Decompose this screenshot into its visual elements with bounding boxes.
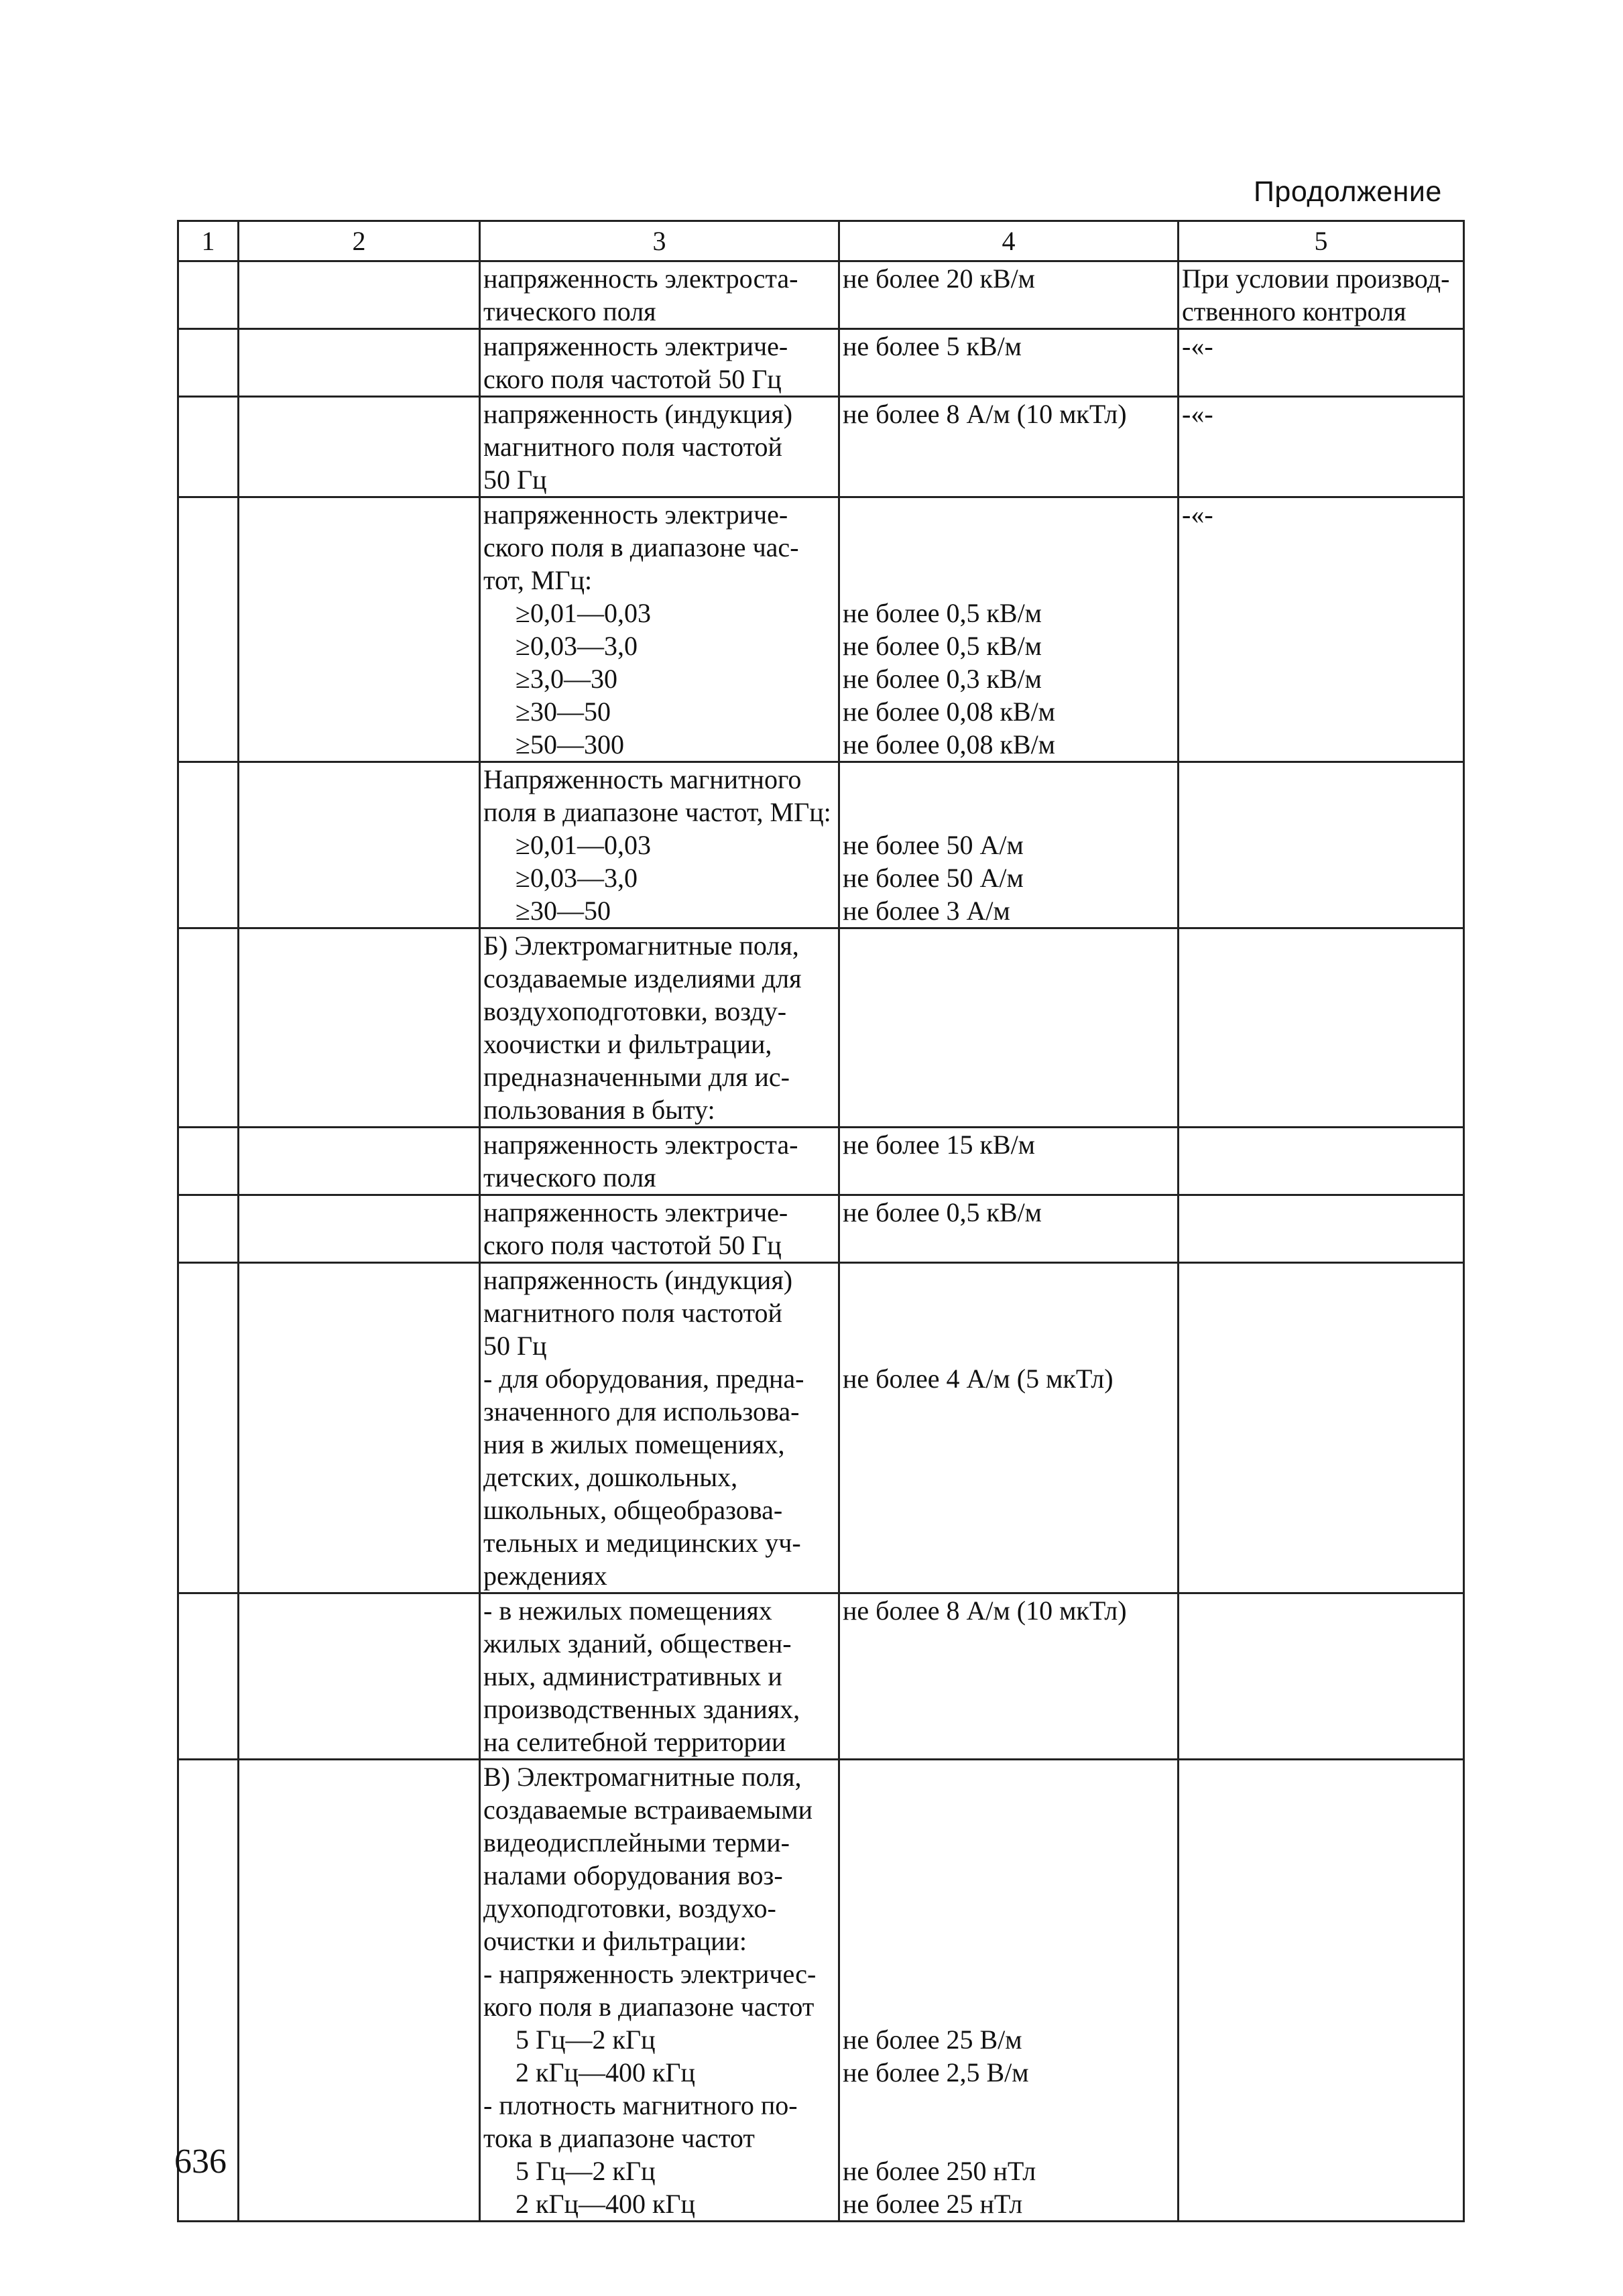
cell-parameter xyxy=(480,1195,839,1263)
note-line: При условии производ- xyxy=(1182,263,1450,294)
spacer xyxy=(843,796,1175,829)
limit-value: не более 8 А/м (10 мкТл) xyxy=(843,1595,1127,1626)
cell-note xyxy=(1179,1593,1464,1760)
limit-value: не более 4 А/м (5 мкТл) xyxy=(843,1364,1114,1394)
cell-col2 xyxy=(239,329,480,397)
spacer xyxy=(843,2122,1175,2155)
cell-col2 xyxy=(239,397,480,497)
table-row xyxy=(178,1263,1464,1593)
column-header: 2 xyxy=(239,221,480,261)
limit-value: не более 15 кВ/м xyxy=(843,1130,1035,1160)
parameter-line: Напряженность магнитного xyxy=(483,764,802,794)
cell-note xyxy=(1179,397,1464,497)
cell-col2 xyxy=(239,1195,480,1263)
parameter-line: школьных, общеобразова- xyxy=(483,1495,783,1525)
parameter-line: предназначенными для ис- xyxy=(483,1062,790,1092)
cell-parameter xyxy=(480,397,839,497)
parameter-line: на селитебной территории xyxy=(483,1727,786,1757)
limit-value: не более 0,08 кВ/м xyxy=(843,729,1055,760)
parameter-line: тического поля xyxy=(483,296,656,326)
parameter-line: духоподготовки, воздухо- xyxy=(483,1893,776,1923)
limit-value: не более 0,5 кВ/м xyxy=(843,631,1042,661)
parameter-line: магнитного поля частотой xyxy=(483,432,782,462)
table-row xyxy=(178,762,1464,928)
cell-limit xyxy=(839,762,1179,928)
range-item: 5 Гц—2 кГц xyxy=(516,2156,656,2186)
column-header: 3 xyxy=(480,221,839,261)
parameter-line: Б) Электромагнитные поля, xyxy=(483,930,799,961)
parameter-line: тельных и медицинских уч- xyxy=(483,1528,801,1558)
table-row xyxy=(178,1760,1464,2222)
range-item: ≥0,01—0,03 xyxy=(516,830,651,860)
column-header: 5 xyxy=(1179,221,1464,261)
cell-note xyxy=(1179,1760,1464,2222)
cell-note xyxy=(1179,1128,1464,1195)
parameter-line: - плотность магнитного по- xyxy=(483,2090,798,2120)
parameter-line: создаваемые встраиваемыми xyxy=(483,1795,813,1825)
spacer xyxy=(843,1990,1175,2023)
cell-parameter xyxy=(480,497,839,762)
cell-col1 xyxy=(178,1593,239,1760)
cell-parameter xyxy=(480,1593,839,1760)
parameter-line: налами оборудования воз- xyxy=(483,1860,783,1890)
note-line: -«- xyxy=(1182,499,1213,530)
spacer xyxy=(843,1329,1175,1362)
limit-value: не более 20 кВ/м xyxy=(843,263,1035,294)
parameter-line: В) Электромагнитные поля, xyxy=(483,1762,802,1792)
note-line: -«- xyxy=(1182,331,1213,361)
parameter-line: пользования в быту: xyxy=(483,1095,715,1125)
cell-note xyxy=(1179,928,1464,1128)
parameter-line: - для оборудования, предна- xyxy=(483,1364,804,1394)
parameter-line: реждениях xyxy=(483,1561,607,1591)
parameter-line: ского поля частотой 50 Гц xyxy=(483,1230,782,1260)
limit-value: не более 3 А/м xyxy=(843,896,1010,926)
note-line: -«- xyxy=(1182,399,1213,429)
cell-note xyxy=(1179,329,1464,397)
norms-table xyxy=(177,220,1465,2222)
range-item: ≥50—300 xyxy=(516,729,624,760)
cell-limit xyxy=(839,397,1179,497)
table-row xyxy=(178,1195,1464,1263)
cell-col1 xyxy=(178,329,239,397)
parameter-line: напряженность электриче- xyxy=(483,499,788,530)
range-item: 2 кГц—400 кГц xyxy=(516,2189,695,2219)
cell-col2 xyxy=(239,1760,480,2222)
parameter-line: напряженность электриче- xyxy=(483,1197,788,1227)
note-line: ственного контроля xyxy=(1182,296,1406,326)
limit-value: не более 2,5 В/м xyxy=(843,2057,1029,2088)
cell-note xyxy=(1179,1195,1464,1263)
cell-limit xyxy=(839,261,1179,329)
limit-value: не более 0,5 кВ/м xyxy=(843,1197,1042,1227)
limit-value: не более 50 А/м xyxy=(843,863,1024,893)
limit-value: не более 0,5 кВ/м xyxy=(843,598,1042,628)
table-row xyxy=(178,329,1464,397)
cell-parameter xyxy=(480,329,839,397)
parameter-line: создаваемые изделиями для xyxy=(483,963,802,993)
cell-note xyxy=(1179,261,1464,329)
page-number: 636 xyxy=(174,2142,227,2181)
limit-value: не более 5 кВ/м xyxy=(843,331,1022,361)
spacer xyxy=(843,1760,1175,1793)
cell-col2 xyxy=(239,1263,480,1593)
range-item: 5 Гц—2 кГц xyxy=(516,2025,656,2055)
cell-parameter xyxy=(480,762,839,928)
parameter-line: напряженность электроста- xyxy=(483,1130,798,1160)
parameter-line: жилых зданий, обществен- xyxy=(483,1628,792,1658)
table-row xyxy=(178,1128,1464,1195)
cell-limit xyxy=(839,928,1179,1128)
cell-parameter xyxy=(480,1263,839,1593)
range-item: ≥0,01—0,03 xyxy=(516,598,651,628)
cell-limit xyxy=(839,1760,1179,2222)
spacer xyxy=(843,531,1175,564)
cell-limit xyxy=(839,1263,1179,1593)
parameter-line: кого поля в диапазоне частот xyxy=(483,1992,815,2022)
parameter-line: ского поля в диапазоне час- xyxy=(483,532,799,562)
parameter-line: - напряженность электричес- xyxy=(483,1959,817,1989)
parameter-line: ных, административных и xyxy=(483,1661,782,1691)
parameter-line: 50 Гц xyxy=(483,465,547,495)
continuation-label: Продолжение xyxy=(1254,176,1442,208)
cell-parameter xyxy=(480,928,839,1128)
spacer xyxy=(843,498,1175,531)
parameter-line: поля в диапазоне частот, МГц: xyxy=(483,797,831,827)
spacer xyxy=(843,1826,1175,1859)
range-item: ≥0,03—3,0 xyxy=(516,863,638,893)
range-item: ≥30—50 xyxy=(516,697,611,727)
limit-value: не более 25 В/м xyxy=(843,2025,1022,2055)
cell-parameter xyxy=(480,1128,839,1195)
parameter-line: значенного для использова- xyxy=(483,1396,800,1427)
limit-value: не более 50 А/м xyxy=(843,830,1024,860)
cell-note xyxy=(1179,1263,1464,1593)
parameter-line: напряженность электроста- xyxy=(483,263,798,294)
cell-limit xyxy=(839,329,1179,397)
range-item: ≥3,0—30 xyxy=(516,664,617,694)
cell-col2 xyxy=(239,1593,480,1760)
parameter-line: очистки и фильтрации: xyxy=(483,1926,747,1956)
cell-col1 xyxy=(178,1195,239,1263)
cell-parameter xyxy=(480,1760,839,2222)
cell-col1 xyxy=(178,1263,239,1593)
cell-col2 xyxy=(239,762,480,928)
parameter-line: 50 Гц xyxy=(483,1331,547,1361)
parameter-line: хоочистки и фильтрации, xyxy=(483,1029,772,1059)
cell-col2 xyxy=(239,928,480,1128)
range-item: 2 кГц—400 кГц xyxy=(516,2057,695,2088)
spacer xyxy=(843,1793,1175,1826)
cell-col1 xyxy=(178,497,239,762)
parameter-line: тического поля xyxy=(483,1162,656,1193)
limit-value: не более 0,08 кВ/м xyxy=(843,697,1055,727)
spacer xyxy=(843,1892,1175,1925)
spacer xyxy=(843,1925,1175,1957)
spacer xyxy=(843,1296,1175,1329)
parameter-line: детских, дошкольных, xyxy=(483,1462,738,1492)
cell-limit xyxy=(839,1128,1179,1195)
table-row xyxy=(178,928,1464,1128)
parameter-line: магнитного поля частотой xyxy=(483,1298,782,1328)
parameter-line: ского поля частотой 50 Гц xyxy=(483,364,782,394)
parameter-line: воздухоподготовки, возду- xyxy=(483,996,787,1026)
spacer xyxy=(843,1264,1175,1296)
header-row xyxy=(178,221,1464,261)
cell-limit xyxy=(839,1593,1179,1760)
column-header: 1 xyxy=(178,221,239,261)
cell-parameter xyxy=(480,261,839,329)
cell-col1 xyxy=(178,397,239,497)
cell-limit xyxy=(839,497,1179,762)
parameter-line: ния в жилых помещениях, xyxy=(483,1429,785,1459)
cell-col2 xyxy=(239,497,480,762)
cell-note xyxy=(1179,762,1464,928)
parameter-line: производственных зданиях, xyxy=(483,1694,800,1724)
cell-col2 xyxy=(239,1128,480,1195)
table-row xyxy=(178,397,1464,497)
table-row xyxy=(178,1593,1464,1760)
limit-value: не более 25 нТл xyxy=(843,2189,1023,2219)
parameter-line: напряженность (индукция) xyxy=(483,399,793,429)
spacer xyxy=(843,1859,1175,1892)
cell-limit xyxy=(839,1195,1179,1263)
spacer xyxy=(843,763,1175,796)
cell-col1 xyxy=(178,261,239,329)
table-row xyxy=(178,497,1464,762)
parameter-line: тот, МГц: xyxy=(483,565,593,595)
parameter-line: тока в диапазоне частот xyxy=(483,2123,755,2153)
range-item: ≥0,03—3,0 xyxy=(516,631,638,661)
spacer xyxy=(843,2089,1175,2122)
limit-value: не более 0,3 кВ/м xyxy=(843,664,1042,694)
cell-col1 xyxy=(178,1128,239,1195)
column-header: 4 xyxy=(839,221,1179,261)
cell-note xyxy=(1179,497,1464,762)
spacer xyxy=(843,1957,1175,1990)
cell-col1 xyxy=(178,762,239,928)
range-item: ≥30—50 xyxy=(516,896,611,926)
parameter-line: напряженность электриче- xyxy=(483,331,788,361)
cell-col2 xyxy=(239,261,480,329)
spacer xyxy=(843,564,1175,597)
cell-col1 xyxy=(178,928,239,1128)
parameter-line: - в нежилых помещениях xyxy=(483,1595,772,1626)
limit-value: не более 8 А/м (10 мкТл) xyxy=(843,399,1127,429)
table-row xyxy=(178,261,1464,329)
parameter-line: видеодисплейными терми- xyxy=(483,1827,790,1858)
limit-value: не более 250 нТл xyxy=(843,2156,1036,2186)
parameter-line: напряженность (индукция) xyxy=(483,1265,793,1295)
